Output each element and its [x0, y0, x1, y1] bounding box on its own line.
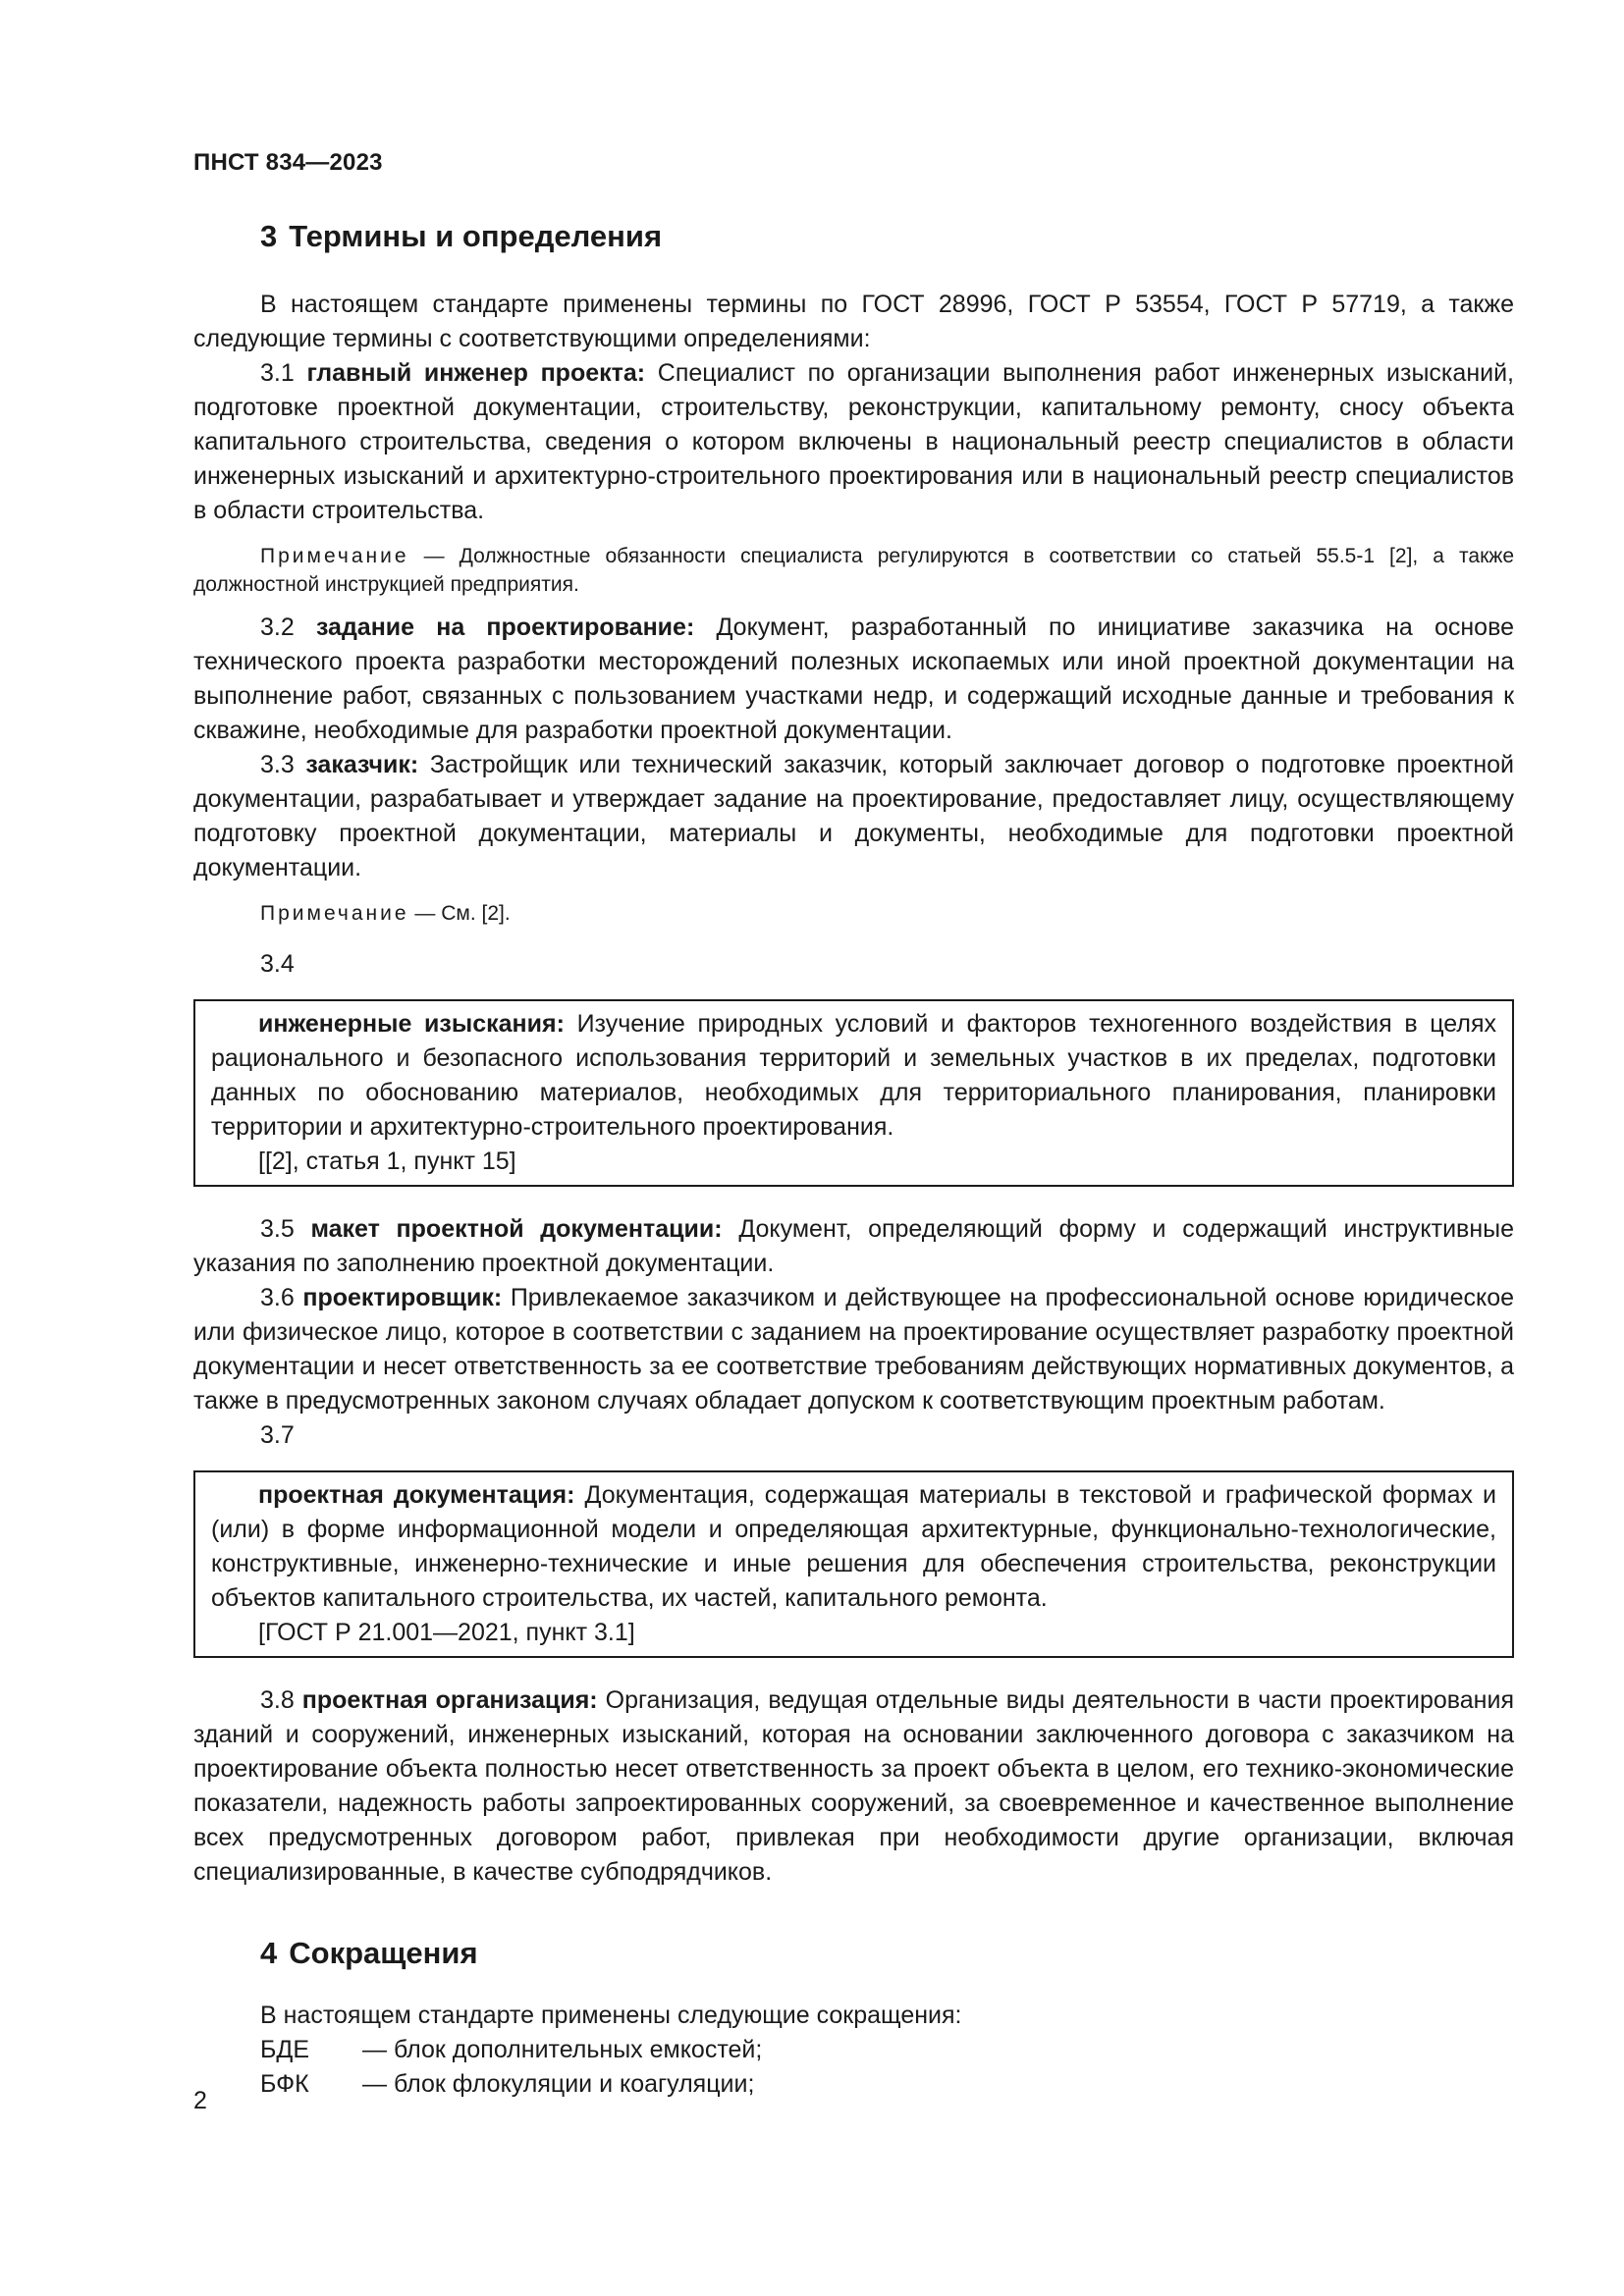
term-3-7-number: 3.7 [260, 1421, 295, 1450]
term-definition: Документация, содержащая материалы в текстовой и графической формах и (или) в форме информационной модели и определяющая архитектурные, функционально-технологические, конструктивные, инженерно-технические и иные решения для обеспечения строительства, реконструкции объектов капитального строительства, их частей, капитального ремонта. [211, 1481, 1496, 1613]
term-3-4 [211, 1007, 1496, 1145]
term-name: главный инженер проекта: [306, 359, 646, 388]
note-text: — См. [2]. [408, 902, 511, 926]
term-3-7-box [193, 1470, 1514, 1658]
section-3-intro: В настоящем стандарте применены термины по ГОСТ 28996, ГОСТ Р 53554, ГОСТ Р 57719, а также следующие термины с соответствующими определениями: [193, 291, 1514, 353]
abbreviation-row [193, 2033, 1514, 2067]
term-number: 3.2 [260, 614, 295, 642]
page-content [193, 218, 1514, 2102]
section-number: 4 [260, 1936, 278, 1971]
document-code: ПНСТ 834—2023 [193, 149, 383, 176]
term-3-8 [193, 1683, 1514, 1890]
term-name: проектировщик: [302, 1284, 503, 1312]
term-number: 3.3 [260, 751, 295, 779]
term-number: 3.6 [260, 1284, 295, 1312]
term-name: задание на проектирование: [315, 614, 695, 642]
note-label: Примечание [260, 545, 409, 568]
term-3-4-number: 3.4 [260, 950, 295, 979]
section-number: 3 [260, 219, 278, 253]
term-definition: Привлекаемое заказчиком и действующее на профессиональной основе юридическое или физическое лицо, которое в соответствии с заданием на проектирование осуществляет разработку проектной документации и несет ответственность за ее соответствие требованиям действующих нормативных документов, а также в предусмотренных законом случаях обладает допуском к соответствующим проектным работам. [193, 1284, 1515, 1415]
term-source: [ГОСТ Р 21.001—2021, пункт 3.1] [258, 1619, 635, 1647]
term-name: проектная документация: [258, 1481, 575, 1510]
note-label: Примечание [260, 902, 409, 926]
term-3-4-box [193, 999, 1514, 1187]
abbreviation-meaning: — блок дополнительных емкостей; [362, 2036, 763, 2064]
term-3-5 [193, 1212, 1514, 1281]
term-3-3 [193, 748, 1514, 885]
term-3-7 [211, 1478, 1496, 1616]
term-name: проектная организация: [301, 1686, 598, 1715]
section-4-title [193, 1935, 1514, 1971]
section-3-title [193, 218, 1514, 254]
note-3-3 [193, 899, 1514, 928]
page-number: 2 [193, 2087, 207, 2114]
note-3-1 [193, 542, 1514, 599]
section-heading: Термины и определения [289, 219, 663, 253]
term-name: инженерные изыскания: [258, 1010, 565, 1039]
term-definition: Специалист по организации выполнения работ инженерных изысканий, подготовке проектной документации, строительству, реконструкции, капитальному ремонту, сносу объекта капитального строительства, сведения о котором включены в национальный реестр специалистов в области инженерных изысканий и архитектурно-строительного проектирования или в национальный реестр специалистов в области строительства. [193, 359, 1514, 525]
section-heading: Сокращения [289, 1936, 478, 1971]
term-3-6 [193, 1281, 1514, 1418]
abbreviation-row [193, 2067, 1514, 2102]
term-number: 3.1 [260, 359, 295, 388]
term-definition: Документ, разработанный по инициативе заказчика на основе технического проекта разработки месторождений полезных ископаемых или иной проектной документации на выполнение работ, связанных с пользованием участками недр, и содержащий исходные данные и требования к скважине, необходимые для разработки проектной документации. [193, 614, 1514, 745]
term-name: макет проектной документации: [310, 1215, 723, 1244]
note-text: — Должностные обязанности специалиста регулируются в соответствии со статьей 55.5-1 [2], а также должностной инструкцией предприятия. [193, 545, 1514, 597]
term-3-1 [193, 356, 1514, 528]
abbreviation: БФК [260, 2070, 309, 2099]
abbreviation: БДЕ [260, 2036, 310, 2064]
abbreviation-meaning: — блок флокуляции и коагуляции; [362, 2070, 755, 2099]
term-number: 3.5 [260, 1215, 295, 1244]
term-definition: Организация, ведущая отдельные виды деятельности в части проектирования зданий и сооружений, инженерных изысканий, которая на основании заключенного договора с заказчиком на проектирование объекта полностью несет ответственность за проект объекта в целом, его технико-экономические показатели, надежность работы запроектированных сооружений, за своевременное и качественное выполнение всех предусмотренных договором работ, привлекая при необходимости другие организации, включая специализированные, в качестве субподрядчиков. [193, 1686, 1514, 1887]
term-number: 3.8 [260, 1686, 295, 1715]
term-source: [[2], статья 1, пункт 15] [258, 1148, 516, 1176]
term-definition: Документ, определяющий форму и содержащий инструктивные указания по заполнению проектной документации. [193, 1215, 1514, 1278]
section-4-intro: В настоящем стандарте применены следующие сокращения: [260, 2002, 962, 2030]
term-definition: Изучение природных условий и факторов техногенного воздействия в целях рационального и безопасного использования территорий и земельных участков в их пределах, подготовки данных по обоснованию материалов, необходимых для территориального планирования, планировки территории и архитектурно-строительного проектирования. [211, 1010, 1496, 1142]
term-definition: Застройщик или технический заказчик, который заключает договор о подготовке проектной документации, разрабатывает и утверждает задание на проектирование, предоставляет лицу, осуществляющему подготовку проектной документации, материалы и документы, необходимые для подготовки проектной документации. [193, 751, 1515, 882]
term-name: заказчик: [305, 751, 419, 779]
term-3-2 [193, 611, 1514, 748]
